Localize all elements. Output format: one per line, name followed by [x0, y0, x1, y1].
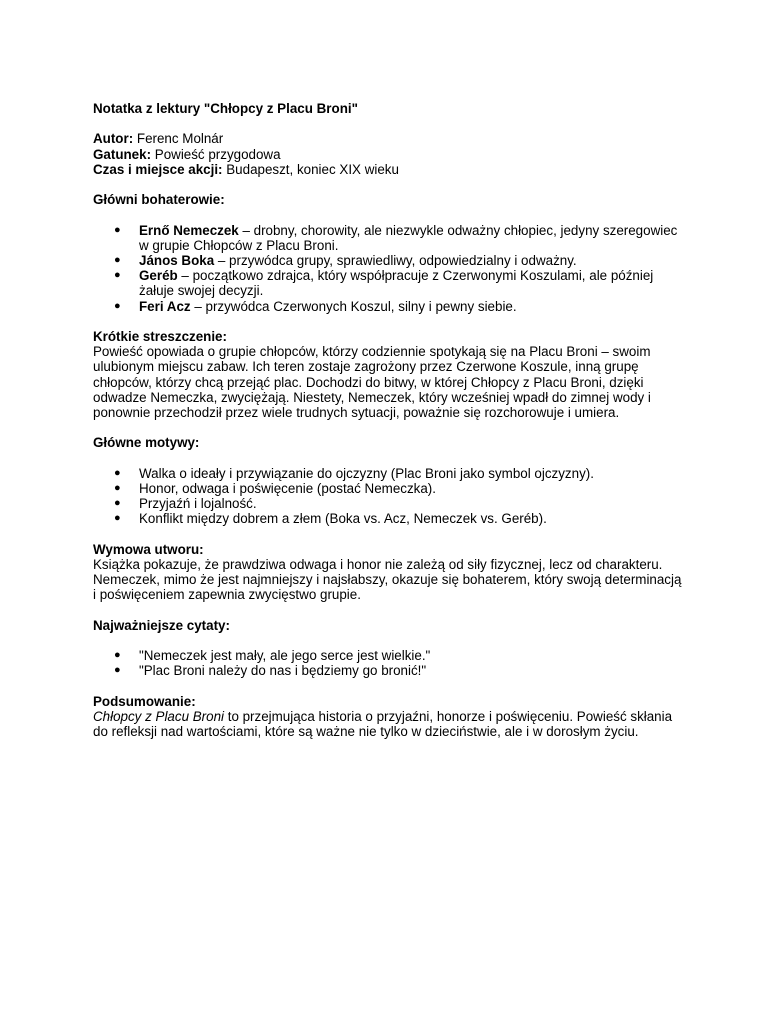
- author-label: Autor:: [93, 131, 134, 147]
- character-desc: – drobny, chorowity, ale niezwykle odważny chłopiec, jedyny szeregowiec w grupie Chłopców z Placu Broni.: [139, 222, 678, 253]
- list-item: [93, 466, 683, 481]
- list-item: [93, 496, 683, 511]
- spacer: [93, 603, 683, 618]
- motif-text: Przyjaźń i lojalność.: [139, 496, 257, 512]
- document-title: Notatka z lektury "Chłopcy z Placu Broni": [93, 101, 358, 116]
- character-desc: – początkowo zdrajca, który współpracuje z Czerwonymi Koszulami, ale później żałuje swojej decyzji.: [139, 268, 654, 299]
- bullet-icon: ●: [114, 466, 121, 479]
- quote-text: "Plac Broni należy do nas i będziemy go bronić!": [139, 663, 427, 679]
- conclusion-body: to przejmująca historia o przyjaźni, honorze i poświęceniu. Powieść skłania do refleksji nad wartościami, które są ważne nie tylko w dzieciństwie, ale i w dorosłym życiu.: [93, 708, 673, 740]
- spacer: [93, 451, 683, 466]
- list-item: [93, 481, 683, 496]
- character-name: Geréb: [139, 268, 178, 284]
- character-desc: – przywódca grupy, sprawiedliwy, odpowiedzialny i odważny.: [214, 252, 577, 268]
- spacer: [93, 527, 683, 542]
- list-item: [93, 253, 683, 268]
- book-title-italic: Chłopcy z Placu Broni: [93, 708, 224, 724]
- quotes-heading: Najważniejsze cytaty:: [93, 617, 230, 633]
- bullet-icon: ●: [114, 299, 121, 312]
- summary-heading: Krótkie streszczenie:: [93, 328, 227, 344]
- list-item: [93, 663, 683, 678]
- motif-text: Walka o ideały i przywiązanie do ojczyzny (Plac Broni jako symbol ojczyzny).: [139, 465, 594, 481]
- motif-text: Honor, odwaga i poświęcenie (postać Nemeczka).: [139, 480, 436, 496]
- character-name: János Boka: [139, 252, 215, 268]
- document-page: [93, 101, 683, 739]
- bullet-icon: ●: [114, 269, 121, 282]
- bullet-icon: ●: [114, 481, 121, 494]
- quotes-list: [93, 648, 683, 678]
- conclusion-text: [93, 709, 683, 739]
- genre-value: Powieść przygodowa: [151, 146, 281, 162]
- motifs-list: [93, 466, 683, 527]
- characters-list: [93, 223, 683, 314]
- motif-text: Konflikt między dobrem a złem (Boka vs. Acz, Nemeczek vs. Geréb).: [139, 511, 547, 527]
- setting-value: Budapeszt, koniec XIX wieku: [222, 161, 399, 177]
- message-text: Książka pokazuje, że prawdziwa odwaga i honor nie zależą od siły fizycznej, lecz od charakteru. Nemeczek, mimo że jest najmniejszy i najsłabszy, okazuje się bohaterem, który swoją determinacją i poświęceniem zapewnia zwycięstwo grupie.: [93, 556, 682, 603]
- author-line: [93, 131, 683, 146]
- bullet-icon: ●: [114, 223, 121, 236]
- list-item: [93, 223, 683, 253]
- setting-line: [93, 162, 683, 177]
- character-name: Ernő Nemeczek: [139, 222, 239, 238]
- message-heading: Wymowa utworu:: [93, 541, 204, 557]
- conclusion-heading: Podsumowanie:: [93, 693, 196, 709]
- spacer: [93, 207, 683, 222]
- genre-line: [93, 147, 683, 162]
- setting-label: Czas i miejsce akcji:: [93, 161, 223, 177]
- list-item: [93, 511, 683, 526]
- spacer: [93, 420, 683, 435]
- characters-heading: Główni bohaterowie:: [93, 192, 225, 208]
- character-desc: – przywódca Czerwonych Koszul, silny i pewny siebie.: [190, 298, 517, 314]
- summary-text: Powieść opowiada o grupie chłopców, którzy codziennie spotykają się na Placu Broni – swoim ulubionym miejscu zabaw. Ich teren zostaje zagrożony przez Czerwone Koszule, inną grupę chłopców, którzy chcą przejąć plac. Dochodzi do bitwy, w której Chłopcy z Placu Broni, dzięki odwadze Nemeczka, zwyciężają. Niestety, Nemeczek, który wcześniej wpadł do zimnej wody i ponownie przechodził przez wiele trudnych sytuacji, poważnie się rozchorowuje i umiera.: [93, 344, 651, 420]
- character-name: Feri Acz: [139, 298, 191, 314]
- spacer: [93, 633, 683, 648]
- spacer: [93, 177, 683, 192]
- spacer: [93, 679, 683, 694]
- quote-text: "Nemeczek jest mały, ale jego serce jest wielkie.": [139, 648, 431, 664]
- bullet-icon: ●: [114, 253, 121, 266]
- bullet-icon: ●: [114, 649, 121, 662]
- bullet-icon: ●: [114, 664, 121, 677]
- motifs-heading: Główne motywy:: [93, 435, 200, 451]
- spacer: [93, 116, 683, 131]
- author-value: Ferenc Molnár: [133, 131, 224, 147]
- bullet-icon: ●: [114, 512, 121, 525]
- list-item: [93, 299, 683, 314]
- list-item: [93, 268, 683, 298]
- bullet-icon: ●: [114, 497, 121, 510]
- genre-label: Gatunek:: [93, 146, 152, 162]
- list-item: [93, 648, 683, 663]
- spacer: [93, 314, 683, 329]
